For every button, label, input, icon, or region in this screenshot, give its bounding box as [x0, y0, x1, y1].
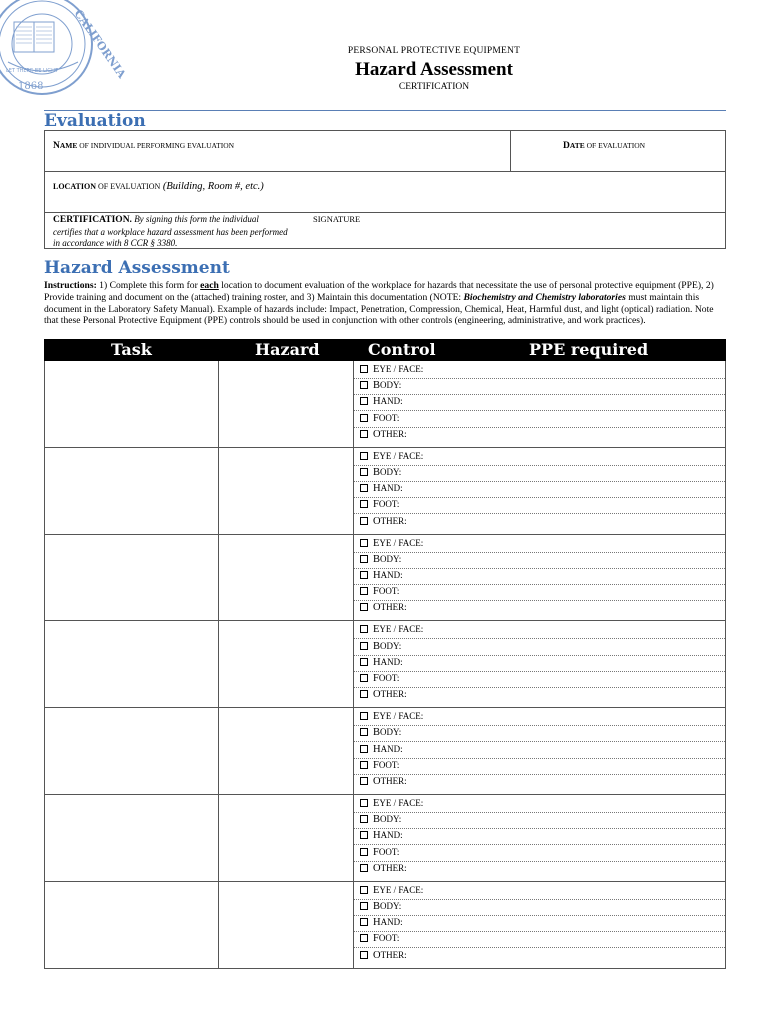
ppe-option-label: HAND: — [373, 830, 403, 842]
column-header-hazard: Hazard — [255, 340, 320, 359]
hazard-cell[interactable] — [218, 535, 354, 621]
name-field-label: NAME OF INDIVIDUAL PERFORMING EVALUATION — [53, 141, 235, 151]
task-cell[interactable] — [45, 882, 219, 968]
header-subtitle: PERSONAL PROTECTIVE EQUIPMENT — [347, 46, 521, 56]
ppe-option-row[interactable] — [354, 899, 725, 916]
name-field[interactable] — [44, 130, 511, 172]
column-header-control: Control — [368, 340, 436, 359]
page-title: Hazard Assessment — [355, 59, 513, 80]
ppe-checkbox[interactable] — [360, 728, 368, 736]
ppe-checkbox[interactable] — [360, 381, 368, 389]
instructions-text: Instructions: 1) Complete this form for each location to document evaluation of the workplace for hazards that necessitate the use of personal protective equipment (PPE), 2) Provide training and document on the (attached) training roster, and 3) Maintain this documentation (NOTE: Biochemistry and Chemistry laboratories must maintain this document in the Laboratory Safety Manual). Example of hazards include: Impact, Penetration, Compression, Chemical, Heat, Harmful dust, and light (optical) radiation. Note that these Personal Protective Equipment (PPE) controls should be used in conjunction with other controls (engineering, administrative, and work practices). — [44, 280, 714, 327]
ppe-option-row[interactable] — [354, 552, 725, 569]
ppe-option-row[interactable] — [354, 915, 725, 932]
ppe-checkbox[interactable] — [360, 848, 368, 856]
date-field-label: DATE OF EVALUATION — [563, 141, 646, 151]
ppe-option-label: BODY: — [373, 727, 402, 739]
ppe-checkbox[interactable] — [360, 484, 368, 492]
hazard-cell[interactable] — [218, 708, 354, 794]
ppe-checkbox[interactable] — [360, 555, 368, 563]
ppe-option-row[interactable] — [354, 671, 725, 688]
ppe-checkbox[interactable] — [360, 539, 368, 547]
ppe-option-label: BODY: — [373, 466, 402, 478]
ppe-option-row[interactable] — [354, 600, 725, 616]
ppe-checkbox[interactable] — [360, 414, 368, 422]
ppe-checkbox[interactable] — [360, 452, 368, 460]
ppe-option-label: OTHER: — [373, 515, 407, 527]
ppe-option-label: FOOT: — [373, 586, 400, 598]
ppe-option-row[interactable] — [354, 709, 725, 726]
ppe-option-row[interactable] — [354, 427, 725, 443]
ppe-checkbox[interactable] — [360, 777, 368, 785]
ppe-option-row[interactable] — [354, 378, 725, 395]
hazard-cell[interactable] — [218, 448, 354, 534]
hazard-cell[interactable] — [218, 795, 354, 881]
ppe-option-row[interactable] — [354, 584, 725, 601]
ppe-option-row[interactable] — [354, 622, 725, 639]
ppe-option-row[interactable] — [354, 742, 725, 759]
location-field[interactable] — [44, 171, 726, 213]
ppe-option-label: BODY: — [373, 900, 402, 912]
hazard-table-row — [44, 448, 726, 535]
ppe-option-row[interactable] — [354, 883, 725, 900]
ppe-option-label: EYE / FACE: — [373, 450, 424, 462]
seal-text-motto: LET THERE BE LIGHT — [6, 68, 58, 74]
ppe-option-label: OTHER: — [373, 689, 407, 701]
ppe-option-label: HAND: — [373, 483, 403, 495]
ppe-option-row[interactable] — [354, 449, 725, 466]
ppe-checkbox[interactable] — [360, 571, 368, 579]
ppe-option-row[interactable] — [354, 845, 725, 862]
ppe-option-label: HAND: — [373, 743, 403, 755]
ppe-option-label: FOOT: — [373, 499, 400, 511]
task-cell[interactable] — [45, 361, 219, 447]
ppe-checkbox[interactable] — [360, 951, 368, 959]
ppe-option-label: HAND: — [373, 569, 403, 581]
ppe-checkbox[interactable] — [360, 886, 368, 894]
ppe-option-label: FOOT: — [373, 672, 400, 684]
evaluation-heading: Evaluation — [44, 111, 146, 131]
seal-text-state: CALIFORNIA — [71, 7, 129, 81]
location-field-label: LOCATION OF EVALUATION (Building, Room #, etc.) — [53, 181, 264, 192]
certification-statement: CERTIFICATION. By signing this form the individual certifies that a workplace hazard assessment has been performed in accordance with 8 CCR § 3380. — [53, 214, 288, 248]
ppe-option-label: BODY: — [373, 553, 402, 565]
ppe-checkbox[interactable] — [360, 918, 368, 926]
ppe-option-label: OTHER: — [373, 949, 407, 961]
ppe-checkbox[interactable] — [360, 831, 368, 839]
ppe-checkbox[interactable] — [360, 864, 368, 872]
task-cell[interactable] — [45, 535, 219, 621]
hazard-cell[interactable] — [218, 882, 354, 968]
ppe-option-row[interactable] — [354, 796, 725, 813]
ppe-option-label: OTHER: — [373, 775, 407, 787]
ppe-checkbox[interactable] — [360, 517, 368, 525]
task-cell[interactable] — [45, 795, 219, 881]
ppe-checkbox[interactable] — [360, 902, 368, 910]
column-header-ppe-required: PPE required — [529, 340, 649, 359]
ppe-option-row[interactable] — [354, 774, 725, 790]
ppe-option-label: EYE / FACE: — [373, 711, 424, 723]
ppe-option-row[interactable] — [354, 394, 725, 411]
ppe-option-label: EYE / FACE: — [373, 884, 424, 896]
ppe-checkbox[interactable] — [360, 500, 368, 508]
ppe-option-label: BODY: — [373, 380, 402, 392]
ppe-option-row[interactable] — [354, 497, 725, 514]
column-header-task: Task — [111, 340, 152, 359]
hazard-assessment-heading: Hazard Assessment — [44, 258, 230, 278]
ppe-option-row[interactable] — [354, 465, 725, 482]
hazard-table-row — [44, 361, 726, 448]
ppe-checkbox[interactable] — [360, 430, 368, 438]
ppe-checkbox[interactable] — [360, 587, 368, 595]
ppe-checkbox[interactable] — [360, 625, 368, 633]
ppe-checkbox[interactable] — [360, 658, 368, 666]
hazard-cell[interactable] — [218, 621, 354, 707]
ppe-checkbox[interactable] — [360, 603, 368, 611]
uc-seal-logo — [0, 0, 129, 100]
signature-field[interactable] — [310, 222, 720, 246]
ppe-checkbox[interactable] — [360, 690, 368, 698]
ppe-option-label: OTHER: — [373, 602, 407, 614]
ppe-option-label: HAND: — [373, 656, 403, 668]
ppe-option-label: FOOT: — [373, 412, 400, 424]
ppe-option-row[interactable] — [354, 411, 725, 428]
ppe-option-row[interactable] — [354, 639, 725, 656]
header-divider — [44, 110, 726, 111]
ppe-option-label: EYE / FACE: — [373, 798, 424, 809]
ppe-option-label: FOOT: — [373, 846, 400, 858]
ppe-option-row[interactable] — [354, 948, 725, 964]
ppe-checkbox[interactable] — [360, 674, 368, 682]
ppe-option-label: HAND: — [373, 917, 403, 929]
ppe-option-label: EYE / FACE: — [373, 537, 424, 549]
task-cell[interactable] — [45, 621, 219, 707]
ppe-checkbox[interactable] — [360, 468, 368, 476]
hazard-table-row — [44, 535, 726, 622]
ppe-option-label: FOOT: — [373, 933, 400, 945]
ppe-option-row[interactable] — [354, 536, 725, 553]
ppe-option-label: BODY: — [373, 814, 402, 826]
ppe-option-row[interactable] — [354, 725, 725, 742]
ppe-option-label: EYE / FACE: — [373, 624, 424, 636]
ppe-option-label: OTHER: — [373, 428, 407, 440]
ppe-option-row[interactable] — [354, 362, 725, 379]
ppe-option-label: HAND: — [373, 396, 403, 408]
ppe-option-row[interactable] — [354, 828, 725, 845]
signature-label: SIGNATURE — [313, 214, 361, 224]
header-certification: CERTIFICATION — [398, 82, 470, 92]
hazard-table-row — [44, 795, 726, 882]
seal-text-year: 1868 — [18, 81, 44, 92]
ppe-option-row[interactable] — [354, 758, 725, 775]
hazard-table-row — [44, 708, 726, 795]
ppe-checkbox[interactable] — [360, 642, 368, 650]
ppe-option-row[interactable] — [354, 514, 725, 530]
ppe-option-row[interactable] — [354, 481, 725, 498]
ppe-checkbox[interactable] — [360, 815, 368, 823]
date-field[interactable] — [510, 130, 726, 172]
ppe-checkbox[interactable] — [360, 745, 368, 753]
task-cell[interactable] — [45, 708, 219, 794]
ppe-option-row[interactable] — [354, 812, 725, 829]
ppe-option-row[interactable] — [354, 931, 725, 948]
ppe-option-label: OTHER: — [373, 862, 407, 874]
hazard-cell[interactable] — [218, 361, 354, 447]
ppe-option-row[interactable] — [354, 655, 725, 672]
hazard-table-row — [44, 882, 726, 969]
ppe-checkbox[interactable] — [360, 761, 368, 769]
ppe-checkbox[interactable] — [360, 712, 368, 720]
hazard-table-row — [44, 621, 726, 708]
task-cell[interactable] — [45, 448, 219, 534]
ppe-option-row[interactable] — [354, 861, 725, 877]
hazard-table-header — [44, 339, 726, 361]
ppe-checkbox[interactable] — [360, 365, 368, 373]
ppe-option-row[interactable] — [354, 568, 725, 585]
ppe-option-label: FOOT: — [373, 759, 400, 771]
ppe-option-row[interactable] — [354, 687, 725, 703]
ppe-checkbox[interactable] — [360, 934, 368, 942]
ppe-option-label: EYE / FACE: — [373, 364, 424, 375]
ppe-option-label: BODY: — [373, 640, 402, 652]
ppe-checkbox[interactable] — [360, 397, 368, 405]
ppe-checkbox[interactable] — [360, 799, 368, 807]
